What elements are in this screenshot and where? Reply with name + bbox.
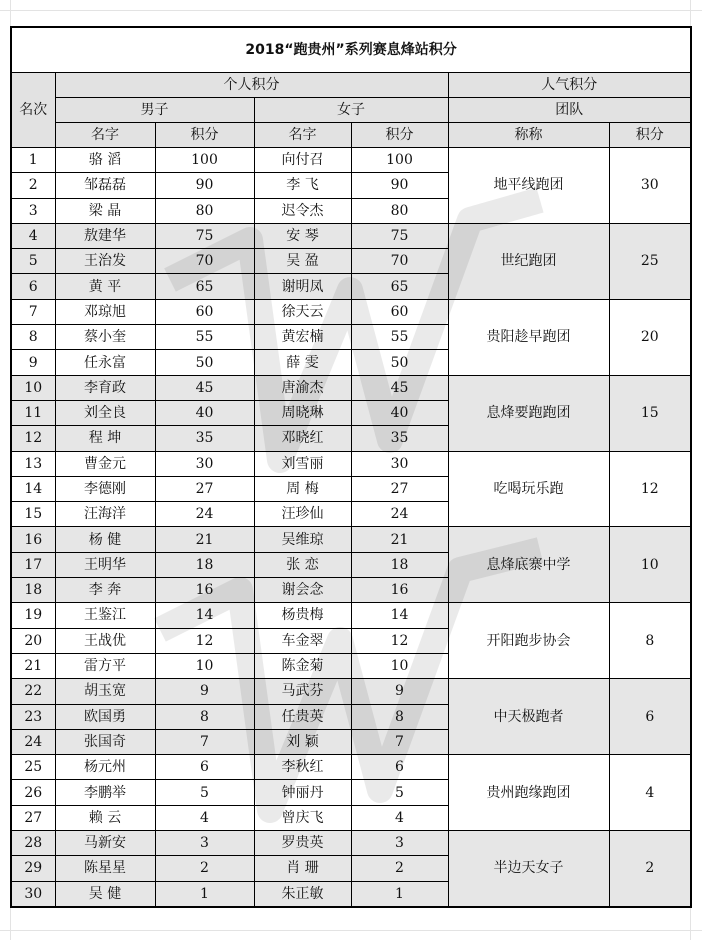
male-score-cell: 2 xyxy=(155,856,254,881)
table-row xyxy=(11,451,691,476)
table-row xyxy=(11,299,691,324)
team-name-cell: 息烽要跑跑团 xyxy=(448,375,609,451)
female-score-cell: 80 xyxy=(351,198,448,223)
male-score-cell: 65 xyxy=(155,274,254,299)
male-name-cell: 马新安 xyxy=(55,831,155,856)
female-score-cell: 3 xyxy=(351,831,448,856)
female-name-cell: 安 琴 xyxy=(254,223,351,248)
male-score-cell: 6 xyxy=(155,755,254,780)
rank-cell: 1 xyxy=(11,148,55,173)
female-score-cell: 35 xyxy=(351,426,448,451)
male-score-cell: 27 xyxy=(155,476,254,501)
rank-cell: 20 xyxy=(11,628,55,653)
female-name-cell: 马武芬 xyxy=(254,679,351,704)
male-score-cell: 9 xyxy=(155,679,254,704)
female-score-cell: 60 xyxy=(351,299,448,324)
female-name-cell: 朱正敏 xyxy=(254,881,351,907)
team-score-header: 积分 xyxy=(609,123,691,148)
male-score-cell: 5 xyxy=(155,780,254,805)
team-score-cell: 10 xyxy=(609,527,691,603)
male-score-cell: 3 xyxy=(155,831,254,856)
table-row xyxy=(11,603,691,628)
female-name-cell: 罗贵英 xyxy=(254,831,351,856)
female-name-cell: 李秋红 xyxy=(254,755,351,780)
male-score-cell: 50 xyxy=(155,350,254,375)
rank-cell: 10 xyxy=(11,375,55,400)
table-row xyxy=(11,755,691,780)
female-name-cell: 李 飞 xyxy=(254,173,351,198)
female-name-cell: 任贵英 xyxy=(254,704,351,729)
male-name-cell: 王治发 xyxy=(55,249,155,274)
rank-cell: 28 xyxy=(11,831,55,856)
male-score-cell: 1 xyxy=(155,881,254,907)
female-name-cell: 刘 颖 xyxy=(254,729,351,754)
team-score-cell: 4 xyxy=(609,755,691,831)
female-score-cell: 8 xyxy=(351,704,448,729)
male-name-cell: 胡玉宽 xyxy=(55,679,155,704)
male-name-cell: 邹磊磊 xyxy=(55,173,155,198)
male-name-cell: 王战优 xyxy=(55,628,155,653)
male-score-cell: 10 xyxy=(155,653,254,678)
female-name-cell: 迟令杰 xyxy=(254,198,351,223)
male-name-cell: 敖建华 xyxy=(55,223,155,248)
male-name-cell: 黄 平 xyxy=(55,274,155,299)
team-score-cell: 8 xyxy=(609,603,691,679)
male-name-cell: 杨 健 xyxy=(55,527,155,552)
table-row xyxy=(11,527,691,552)
rank-cell: 18 xyxy=(11,578,55,603)
rank-cell: 17 xyxy=(11,552,55,577)
rank-cell: 22 xyxy=(11,679,55,704)
female-score-cell: 45 xyxy=(351,375,448,400)
team-name-cell: 吃喝玩乐跑 xyxy=(448,451,609,527)
male-name-cell: 汪海洋 xyxy=(55,502,155,527)
male-score-cell: 90 xyxy=(155,173,254,198)
rank-cell: 13 xyxy=(11,451,55,476)
male-score-cell: 55 xyxy=(155,325,254,350)
female-name-cell: 肖 珊 xyxy=(254,856,351,881)
male-name-cell: 王明华 xyxy=(55,552,155,577)
sheet-gridline xyxy=(0,930,702,931)
team-name-cell: 中天极跑者 xyxy=(448,679,609,755)
female-score-cell: 14 xyxy=(351,603,448,628)
team-score-cell: 15 xyxy=(609,375,691,451)
male-score-header: 积分 xyxy=(155,123,254,148)
male-score-cell: 8 xyxy=(155,704,254,729)
rank-cell: 23 xyxy=(11,704,55,729)
male-name-cell: 陈星星 xyxy=(55,856,155,881)
rank-cell: 24 xyxy=(11,729,55,754)
male-score-cell: 21 xyxy=(155,527,254,552)
team-score-cell: 25 xyxy=(609,223,691,299)
female-name-cell: 吴 盈 xyxy=(254,249,351,274)
rank-cell: 2 xyxy=(11,173,55,198)
male-name-cell: 梁 晶 xyxy=(55,198,155,223)
female-name-cell: 谢会念 xyxy=(254,578,351,603)
male-name-cell: 杨元州 xyxy=(55,755,155,780)
male-score-cell: 40 xyxy=(155,400,254,425)
male-score-cell: 35 xyxy=(155,426,254,451)
male-score-cell: 70 xyxy=(155,249,254,274)
female-name-cell: 吴维琼 xyxy=(254,527,351,552)
male-name-cell: 李育政 xyxy=(55,375,155,400)
male-score-cell: 75 xyxy=(155,223,254,248)
female-name-cell: 张 恋 xyxy=(254,552,351,577)
female-name-cell: 钟丽丹 xyxy=(254,780,351,805)
rank-cell: 8 xyxy=(11,325,55,350)
male-name-cell: 任永富 xyxy=(55,350,155,375)
female-score-cell: 18 xyxy=(351,552,448,577)
female-score-cell: 70 xyxy=(351,249,448,274)
female-score-cell: 27 xyxy=(351,476,448,501)
male-score-cell: 4 xyxy=(155,805,254,830)
male-name-cell: 李 奔 xyxy=(55,578,155,603)
male-name-cell: 程 坤 xyxy=(55,426,155,451)
rank-cell: 26 xyxy=(11,780,55,805)
female-score-cell: 16 xyxy=(351,578,448,603)
team-name-cell: 开阳跑步协会 xyxy=(448,603,609,679)
male-score-cell: 24 xyxy=(155,502,254,527)
rank-cell: 29 xyxy=(11,856,55,881)
female-score-cell: 4 xyxy=(351,805,448,830)
female-name-cell: 车金翠 xyxy=(254,628,351,653)
female-score-cell: 100 xyxy=(351,148,448,173)
female-name-cell: 曾庆飞 xyxy=(254,805,351,830)
table-row xyxy=(11,679,691,704)
team-header: 团队 xyxy=(448,98,691,123)
female-score-cell: 2 xyxy=(351,856,448,881)
team-score-cell: 12 xyxy=(609,451,691,527)
male-name-cell: 吴 健 xyxy=(55,881,155,907)
male-name-cell: 雷方平 xyxy=(55,653,155,678)
male-name-header: 名字 xyxy=(55,123,155,148)
male-name-cell: 王鉴江 xyxy=(55,603,155,628)
team-name-cell: 半边天女子 xyxy=(448,831,609,907)
sheet-gridline xyxy=(0,10,702,11)
male-name-cell: 骆 滔 xyxy=(55,148,155,173)
female-name-cell: 徐天云 xyxy=(254,299,351,324)
team-name-cell: 贵阳趁早跑团 xyxy=(448,299,609,375)
male-score-cell: 7 xyxy=(155,729,254,754)
personal-score-header: 个人积分 xyxy=(55,73,448,98)
female-score-cell: 65 xyxy=(351,274,448,299)
female-score-cell: 30 xyxy=(351,451,448,476)
male-score-cell: 30 xyxy=(155,451,254,476)
female-score-cell: 24 xyxy=(351,502,448,527)
female-score-cell: 1 xyxy=(351,881,448,907)
female-name-header: 名字 xyxy=(254,123,351,148)
female-header: 女子 xyxy=(254,98,448,123)
male-score-cell: 60 xyxy=(155,299,254,324)
team-score-cell: 20 xyxy=(609,299,691,375)
team-score-cell: 2 xyxy=(609,831,691,907)
rank-cell: 16 xyxy=(11,527,55,552)
rank-cell: 21 xyxy=(11,653,55,678)
team-name-cell: 息烽底寨中学 xyxy=(448,527,609,603)
rank-cell: 30 xyxy=(11,881,55,907)
rank-cell: 4 xyxy=(11,223,55,248)
male-name-cell: 李鹏举 xyxy=(55,780,155,805)
female-name-cell: 刘雪丽 xyxy=(254,451,351,476)
female-score-cell: 40 xyxy=(351,400,448,425)
female-score-cell: 7 xyxy=(351,729,448,754)
female-name-cell: 谢明凤 xyxy=(254,274,351,299)
female-name-cell: 陈金菊 xyxy=(254,653,351,678)
female-name-cell: 薛 雯 xyxy=(254,350,351,375)
female-name-cell: 汪珍仙 xyxy=(254,502,351,527)
male-name-cell: 欧国勇 xyxy=(55,704,155,729)
male-score-cell: 12 xyxy=(155,628,254,653)
male-score-cell: 14 xyxy=(155,603,254,628)
female-name-cell: 邓晓红 xyxy=(254,426,351,451)
female-name-cell: 向付召 xyxy=(254,148,351,173)
male-score-cell: 16 xyxy=(155,578,254,603)
rank-header: 名次 xyxy=(11,73,55,148)
female-name-cell: 黄宏楠 xyxy=(254,325,351,350)
male-name-cell: 张国奇 xyxy=(55,729,155,754)
popularity-score-header: 人气积分 xyxy=(448,73,691,98)
male-name-cell: 赖 云 xyxy=(55,805,155,830)
male-score-cell: 100 xyxy=(155,148,254,173)
team-name-cell: 贵州跑缘跑团 xyxy=(448,755,609,831)
table-row xyxy=(11,148,691,173)
male-name-cell: 曹金元 xyxy=(55,451,155,476)
team-name-cell: 地平线跑团 xyxy=(448,148,609,224)
female-score-header: 积分 xyxy=(351,123,448,148)
team-name-header: 称称 xyxy=(448,123,609,148)
female-name-cell: 周 梅 xyxy=(254,476,351,501)
team-score-cell: 6 xyxy=(609,679,691,755)
female-score-cell: 5 xyxy=(351,780,448,805)
rank-cell: 25 xyxy=(11,755,55,780)
table-row xyxy=(11,223,691,248)
female-name-cell: 周晓琳 xyxy=(254,400,351,425)
male-header: 男子 xyxy=(55,98,254,123)
female-score-cell: 9 xyxy=(351,679,448,704)
rank-cell: 19 xyxy=(11,603,55,628)
rank-cell: 9 xyxy=(11,350,55,375)
male-name-cell: 李德刚 xyxy=(55,476,155,501)
female-score-cell: 90 xyxy=(351,173,448,198)
rank-cell: 14 xyxy=(11,476,55,501)
female-name-cell: 唐渝杰 xyxy=(254,375,351,400)
female-score-cell: 75 xyxy=(351,223,448,248)
male-name-cell: 邓琼旭 xyxy=(55,299,155,324)
rank-cell: 27 xyxy=(11,805,55,830)
table-row xyxy=(11,375,691,400)
male-score-cell: 80 xyxy=(155,198,254,223)
male-score-cell: 45 xyxy=(155,375,254,400)
rank-cell: 5 xyxy=(11,249,55,274)
female-score-cell: 10 xyxy=(351,653,448,678)
rank-cell: 3 xyxy=(11,198,55,223)
rank-cell: 15 xyxy=(11,502,55,527)
female-score-cell: 50 xyxy=(351,350,448,375)
rank-cell: 12 xyxy=(11,426,55,451)
female-score-cell: 12 xyxy=(351,628,448,653)
male-score-cell: 18 xyxy=(155,552,254,577)
team-score-cell: 30 xyxy=(609,148,691,224)
male-name-cell: 蔡小奎 xyxy=(55,325,155,350)
female-score-cell: 55 xyxy=(351,325,448,350)
team-name-cell: 世纪跑团 xyxy=(448,223,609,299)
table-row xyxy=(11,831,691,856)
female-name-cell: 杨贵梅 xyxy=(254,603,351,628)
female-score-cell: 21 xyxy=(351,527,448,552)
table-title: 2018“跑贵州”系列赛息烽站积分 xyxy=(11,27,691,73)
rank-cell: 11 xyxy=(11,400,55,425)
score-table xyxy=(10,26,692,908)
rank-cell: 7 xyxy=(11,299,55,324)
female-score-cell: 6 xyxy=(351,755,448,780)
male-name-cell: 刘全良 xyxy=(55,400,155,425)
rank-cell: 6 xyxy=(11,274,55,299)
